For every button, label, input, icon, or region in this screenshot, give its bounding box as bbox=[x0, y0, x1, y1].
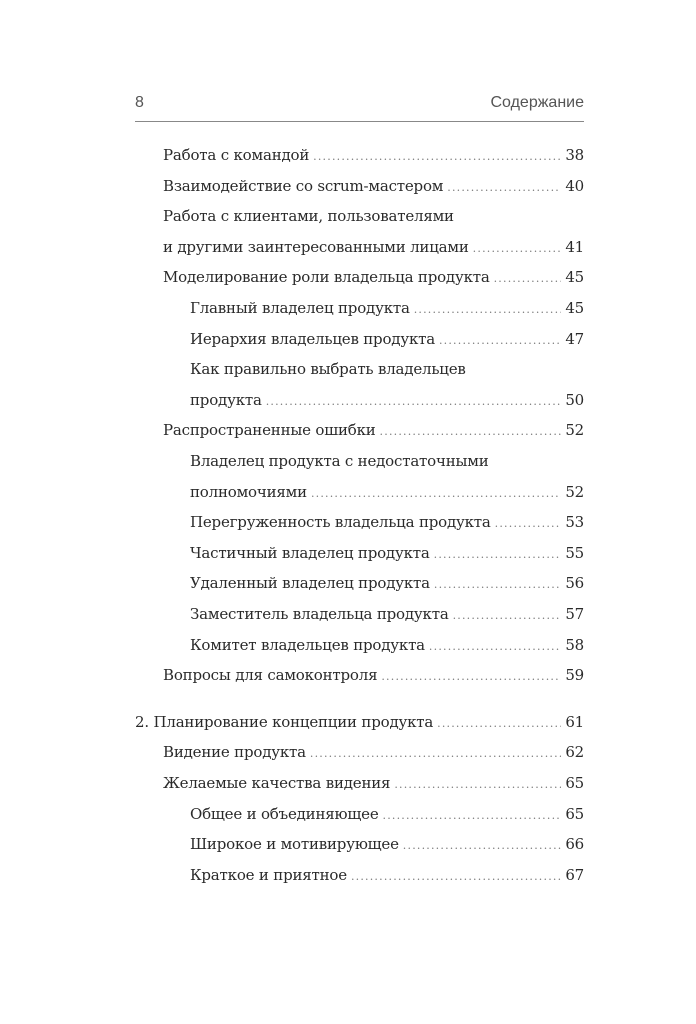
toc-page-number: 66 bbox=[565, 835, 584, 854]
toc-entry-line[interactable] bbox=[190, 449, 584, 473]
toc-entry-title: Краткое и приятное bbox=[190, 865, 347, 884]
toc-entry[interactable] bbox=[163, 740, 584, 764]
dot-leader bbox=[266, 390, 562, 414]
toc-entry-title: Комитет владельцев продукта bbox=[190, 635, 425, 654]
toc-entry-title: Распространенные ошибки bbox=[163, 421, 376, 440]
toc-page-number: 53 bbox=[565, 513, 584, 532]
toc-entry[interactable] bbox=[190, 633, 584, 657]
toc-entry-title: Частичный владелец продукта bbox=[190, 543, 430, 562]
toc-entry-title: и другими заинтересованными лицами bbox=[163, 237, 469, 256]
dot-leader bbox=[453, 604, 562, 628]
toc-entry[interactable] bbox=[163, 265, 584, 289]
toc-page-number: 38 bbox=[565, 146, 584, 164]
toc-entry[interactable] bbox=[163, 771, 584, 795]
toc-page-number: 62 bbox=[565, 743, 584, 762]
toc-entry-title: Перегруженность владельца продукта bbox=[190, 513, 491, 532]
toc-entry[interactable] bbox=[190, 296, 584, 320]
toc-entry[interactable] bbox=[163, 174, 584, 198]
toc-page-number: 57 bbox=[565, 605, 584, 623]
toc-page-number: 59 bbox=[565, 666, 584, 685]
toc-entry-line[interactable] bbox=[190, 357, 584, 381]
dot-leader bbox=[311, 482, 561, 506]
dot-leader bbox=[437, 712, 561, 736]
toc-entry[interactable] bbox=[135, 710, 584, 734]
toc-entry-title: Желаемые качества видения bbox=[163, 774, 391, 792]
dot-leader bbox=[310, 742, 561, 766]
running-header-section: Содержание bbox=[490, 94, 584, 111]
dot-leader bbox=[429, 635, 561, 659]
toc-entry-title: Общее и объединяющее bbox=[190, 804, 379, 823]
toc-entry-title: Заместитель владельца продукта bbox=[190, 605, 449, 623]
toc-page-number: 58 bbox=[565, 635, 584, 654]
toc-entry-title: Вопросы для самоконтроля bbox=[163, 666, 378, 685]
dot-leader bbox=[394, 773, 561, 797]
dot-leader bbox=[434, 573, 561, 597]
dot-leader bbox=[380, 420, 562, 444]
toc-entry-title: Моделирование роли владельца продукта bbox=[163, 268, 490, 287]
dot-leader bbox=[351, 865, 561, 889]
toc-page-number: 61 bbox=[565, 712, 584, 731]
toc-entry-title: Главный владелец продукта bbox=[190, 299, 410, 317]
toc-page-number: 52 bbox=[565, 421, 584, 440]
toc-entry[interactable] bbox=[190, 541, 584, 565]
toc-page-number: 40 bbox=[565, 176, 584, 195]
toc-page-number: 47 bbox=[565, 329, 584, 348]
toc-entry-title: Работа с клиентами, пользователями bbox=[163, 207, 454, 226]
toc-entry-title: 2. Планирование концепции продукта bbox=[135, 712, 434, 731]
dot-leader bbox=[403, 834, 562, 858]
toc-entry-title: Видение продукта bbox=[163, 743, 306, 762]
toc-entry[interactable] bbox=[190, 602, 584, 626]
page-number: 8 bbox=[135, 94, 144, 111]
toc-page-number: 56 bbox=[565, 574, 584, 593]
toc-entry[interactable] bbox=[190, 802, 584, 826]
toc-entry[interactable] bbox=[163, 143, 584, 167]
toc-page-number: 50 bbox=[565, 390, 584, 409]
dot-leader bbox=[313, 145, 561, 169]
toc-entry[interactable] bbox=[190, 863, 584, 887]
toc-entry-title: Иерархия владельцев продукта bbox=[190, 329, 435, 348]
toc-entry-title: Работа с командой bbox=[163, 146, 310, 164]
toc-page-number: 45 bbox=[565, 268, 584, 287]
toc-page-number: 65 bbox=[565, 774, 584, 792]
toc-page-number: 41 bbox=[565, 237, 584, 256]
toc-entry-title: Широкое и мотивирующее bbox=[190, 835, 399, 854]
dot-leader bbox=[473, 237, 562, 261]
dot-leader bbox=[495, 512, 562, 536]
toc-entry[interactable] bbox=[190, 510, 584, 534]
toc-entry-title: Как правильно выбрать владельцев bbox=[190, 360, 466, 379]
header-rule bbox=[135, 121, 584, 122]
toc-page-number: 45 bbox=[565, 299, 584, 317]
toc-page-number: 55 bbox=[565, 543, 584, 562]
toc-entry-line[interactable] bbox=[163, 204, 584, 228]
toc-entry-title: Взаимодействие со scrum-мастером bbox=[163, 176, 444, 195]
dot-leader bbox=[494, 267, 562, 291]
toc-entry-title: Владелец продукта с недостаточными bbox=[190, 452, 489, 470]
dot-leader bbox=[439, 329, 561, 353]
dot-leader bbox=[447, 176, 561, 200]
toc-page-number: 67 bbox=[565, 865, 584, 884]
toc-entry-title: полномочиями bbox=[190, 482, 307, 501]
dot-leader bbox=[381, 665, 561, 689]
toc-entry-title: продукта bbox=[190, 390, 262, 409]
toc-entry[interactable] bbox=[190, 388, 584, 412]
toc-entry[interactable] bbox=[163, 663, 584, 687]
dot-leader bbox=[414, 298, 562, 322]
dot-leader bbox=[383, 804, 562, 828]
toc-page-number: 65 bbox=[565, 804, 584, 823]
toc-page-number: 52 bbox=[565, 482, 584, 501]
toc-entry[interactable] bbox=[190, 571, 584, 595]
toc-entry-title: Удаленный владелец продукта bbox=[190, 574, 430, 593]
toc-entry[interactable] bbox=[163, 235, 584, 259]
toc-entry[interactable] bbox=[190, 327, 584, 351]
toc-entry[interactable] bbox=[190, 832, 584, 856]
dot-leader bbox=[434, 543, 562, 567]
toc-entry[interactable] bbox=[163, 418, 584, 442]
toc-entry[interactable] bbox=[190, 480, 584, 504]
